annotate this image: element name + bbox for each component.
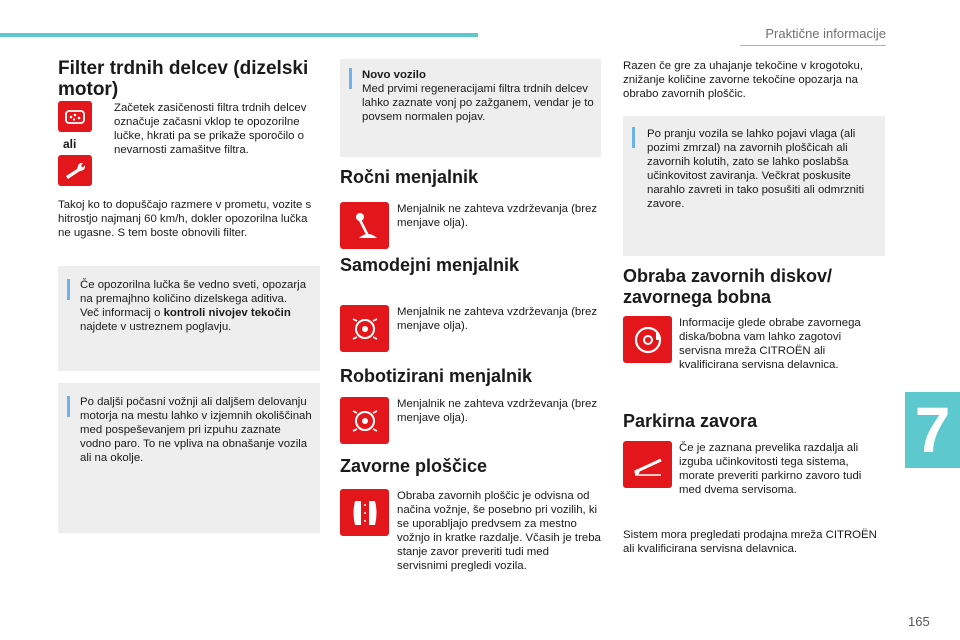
gearbox-glyph xyxy=(347,403,383,439)
wrench-service-icon xyxy=(58,155,92,186)
brake-discs-title: Obraba zavornih diskov/ zavornega bobna xyxy=(623,266,833,307)
brake-moisture-note xyxy=(623,116,885,256)
gear-lever-icon xyxy=(340,202,389,249)
fluid-levels-link: kontroli nivojev tekočin xyxy=(163,307,291,319)
brake-disc-glyph xyxy=(630,322,666,358)
parking-brake-glyph xyxy=(630,447,666,483)
chapter-divider xyxy=(740,45,886,46)
note-marker xyxy=(632,127,635,148)
robotized-gearbox-title: Robotizirani menjalnik xyxy=(340,366,533,386)
automatic-gearbox-title: Samodejni menjalnik xyxy=(340,255,520,275)
or-label: ali xyxy=(63,137,77,151)
filter-note-vapour xyxy=(58,383,320,533)
new-vehicle-title: Novo vozilo xyxy=(362,69,426,81)
automatic-gearbox-text: Menjalnik ne zahteva vzdrževanja (brez menjave olja). xyxy=(397,306,598,332)
brake-pads-text: Obraba zavornih ploščic je odvisna od načina vožnje, še posebno pri vozilih, ki se uporabljajo predvsem za mestno vožnjo in kratke razdalje. Včasih je treba stanje zavor preveriti tudi med servisnimi pregledi vozila. xyxy=(397,490,601,572)
filter-warning-icon xyxy=(58,101,92,132)
chapter-title: Praktične informacije xyxy=(765,26,886,41)
brake-fluid-paragraph: Razen če gre za uhajanje tekočine v krogotoku, znižanje količine zavorne tekočine opozarja na obrabo zavornih ploščic. xyxy=(623,60,863,100)
filter-title: Filter trdnih delcev (dizelski motor) xyxy=(58,58,309,100)
brake-pads-icon xyxy=(340,489,389,536)
note-marker xyxy=(349,68,352,89)
brake-moisture-text: Po pranju vozila se lahko pojavi vlaga (ali pozimi zmrzal) na zavornih ploščicah ali zavornih kolutih, zato se lahko poslabša učinkovitost zaviranja. Večkrat poskusite narahlo zavreti in tako posušiti ali odmrzniti zavore. xyxy=(647,128,865,210)
filter-intro: Začetek zasičenosti filtra trdnih delcev označuje začasni vklop te opozorilne lučke, hkrati pa se prikaže sporočilo o nevarnosti zamašitve filtra. xyxy=(114,102,307,156)
brake-discs-text: Informacije glede obrabe zavornega diska/bobna vam lahko zagotovi servisna mreža CITROËN ali kvalificirana servisna delavnica. xyxy=(679,317,861,371)
brake-pads-title: Zavorne ploščice xyxy=(340,456,488,476)
manual-gearbox-text: Menjalnik ne zahteva vzdrževanja (brez menjave olja). xyxy=(397,203,598,229)
note-vapour-text: Po daljši počasni vožnji ali daljšem delovanju motorja na mestu lahko v izjemnih okoliščinah med pospeševanjem pri izpuhu zaznate vodno paro. To ne vpliva na obnašanje vozila ali na okolje. xyxy=(80,396,312,464)
gearbox-icon xyxy=(340,397,389,444)
new-vehicle-note xyxy=(340,59,601,157)
brake-disc-icon xyxy=(623,316,672,363)
note-marker xyxy=(67,279,70,300)
parking-brake-footer: Sistem mora pregledati prodajna mreža CITROËN ali kvalificirana servisna delavnica. xyxy=(623,529,877,555)
note-additive-more: Več informacij o kontroli nivojev tekočin najdete v ustreznem poglavju. xyxy=(80,307,291,333)
robotized-gearbox-text: Menjalnik ne zahteva vzdrževanja (brez menjave olja). xyxy=(397,398,598,424)
filter-warning-icon-glyph xyxy=(62,104,88,130)
header-accent-bar xyxy=(0,33,478,37)
note-additive-text: Če opozorilna lučka še vedno sveti, opozarja na premajhno količino dizelskega aditiva. xyxy=(80,279,307,305)
brake-pads-glyph xyxy=(347,495,383,531)
parking-brake-text: Če je zaznana prevelika razdalja ali izguba učinkovitosti tega sistema, morate preveriti parkirno zavoro tudi med dvema servisoma. xyxy=(679,442,862,496)
new-vehicle-text: Med prvimi regeneracijami filtra trdnih delcev lahko zaznate vonj po zažganem, vendar je to povsem normalen pojav. xyxy=(362,83,594,123)
filter-paragraph: Takoj ko to dopuščajo razmere v prometu, vozite s hitrostjo najmanj 60 km/h, dokler opozorilna lučka ne ugasne. S tem boste obnovili filter. xyxy=(58,199,312,239)
note-marker xyxy=(67,396,70,417)
parking-brake-title: Parkirna zavora xyxy=(623,411,758,431)
filter-note-additive xyxy=(58,266,320,371)
manual-gearbox-title: Ročni menjalnik xyxy=(340,167,479,187)
page-number: 165 xyxy=(908,614,930,629)
gearbox-glyph xyxy=(347,311,383,347)
wrench-glyph xyxy=(62,158,88,184)
chapter-tab: 7 xyxy=(905,392,960,468)
gearbox-icon xyxy=(340,305,389,352)
gear-lever-glyph xyxy=(347,208,383,244)
parking-brake-icon xyxy=(623,441,672,488)
